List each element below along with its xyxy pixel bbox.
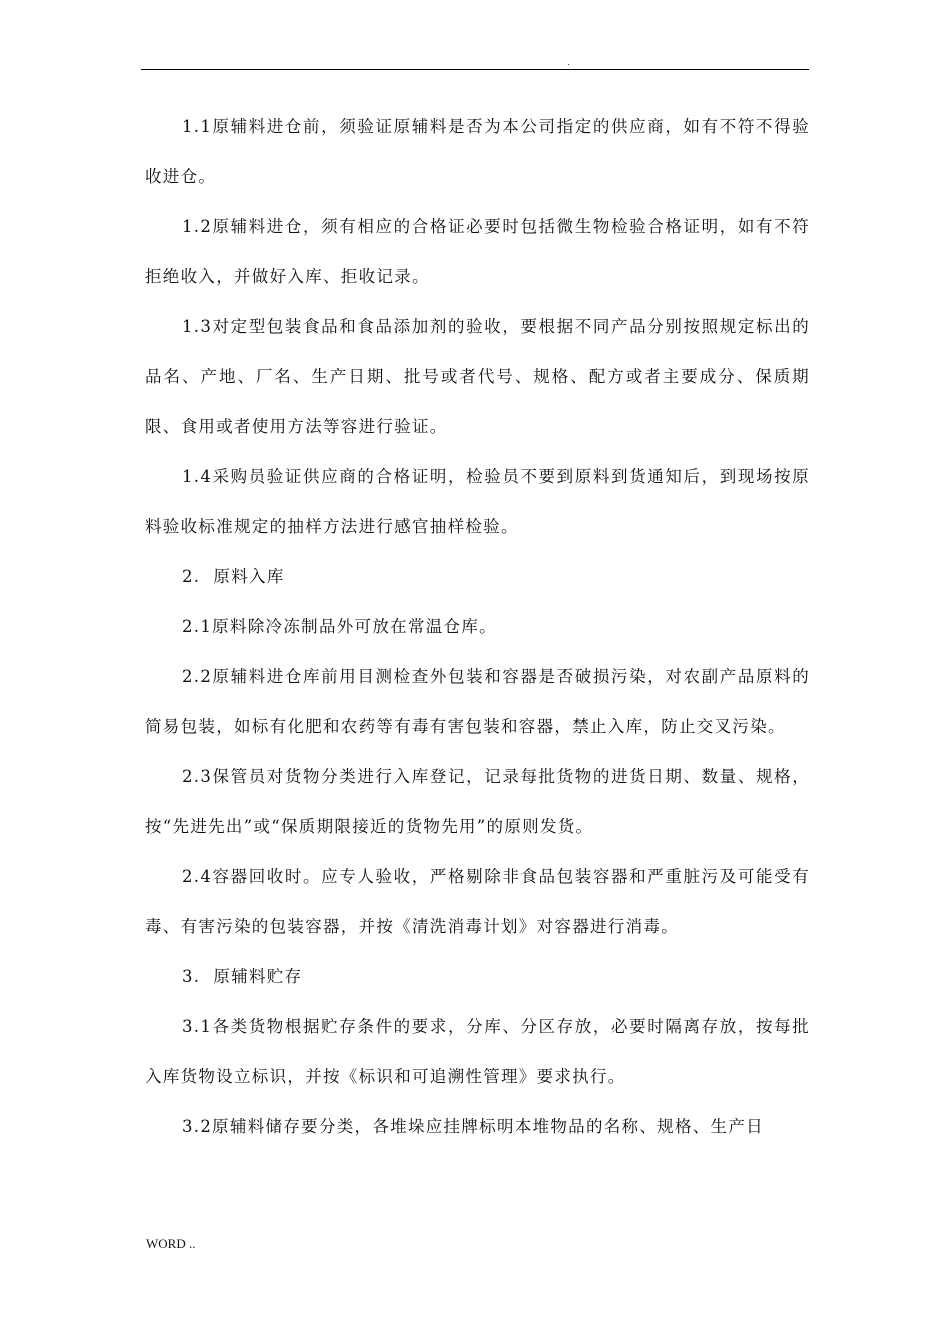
section-heading-3: 3. 原辅料贮存 [182,967,303,986]
paragraph-1-2: 1.2原辅料进仓，须有相应的合格证必要时包括微生物检验合格证明，如有不符拒绝收入，并做好入库、拒收记录。 [145,217,810,286]
section-heading-2: 2. 原料入库 [182,567,285,586]
header-rule [141,69,809,70]
paragraph-2-3: 2.3保管员对货物分类进行入库登记，记录每批货物的进货日期、数量、规格，按“先进先出”或“保质期限接近的货物先用”的原则发货。 [145,767,810,836]
paragraph-1-1: 1.1原辅料进仓前，须验证原辅料是否为本公司指定的供应商，如有不符不得验收进仓。 [145,117,810,186]
document-body [145,102,810,1152]
paragraph-2-2: 2.2原辅料进仓库前用目测检查外包装和容器是否破损污染，对农副产品原料的简易包装，如标有化肥和农药等有毒有害包装和容器，禁止入库，防止交叉污染。 [145,667,810,736]
paragraph-3-2: 3.2原辅料储存要分类，各堆垛应挂牌标明本堆物品的名称、规格、生产日 [182,1117,764,1136]
header-mark: . [567,58,570,68]
paragraph-2-4: 2.4容器回收时。应专人验收，严格剔除非食品包装容器和严重脏污及可能受有毒、有害污染的包装容器，并按《清洗消毒计划》对容器进行消毒。 [145,867,810,936]
paragraph-3-1: 3.1各类货物根据贮存条件的要求，分库、分区存放，必要时隔离存放，按每批入库货物设立标识，并按《标识和可追溯性管理》要求执行。 [145,1017,810,1086]
paragraph-2-1: 2.1原料除冷冻制品外可放在常温仓库。 [182,617,497,636]
paragraph-1-4: 1.4采购员验证供应商的合格证明，检验员不要到原料到货通知后，到现场按原料验收标准规定的抽样方法进行感官抽样检验。 [145,467,810,536]
page-footer: WORD .. [146,1236,196,1251]
paragraph-1-3: 1.3对定型包装食品和食品添加剂的验收，要根据不同产品分别按照规定标出的品名、产地、厂名、生产日期、批号或者代号、规格、配方或者主要成分、保质期限、食用或者使用方法等容进行验证。 [145,317,810,436]
